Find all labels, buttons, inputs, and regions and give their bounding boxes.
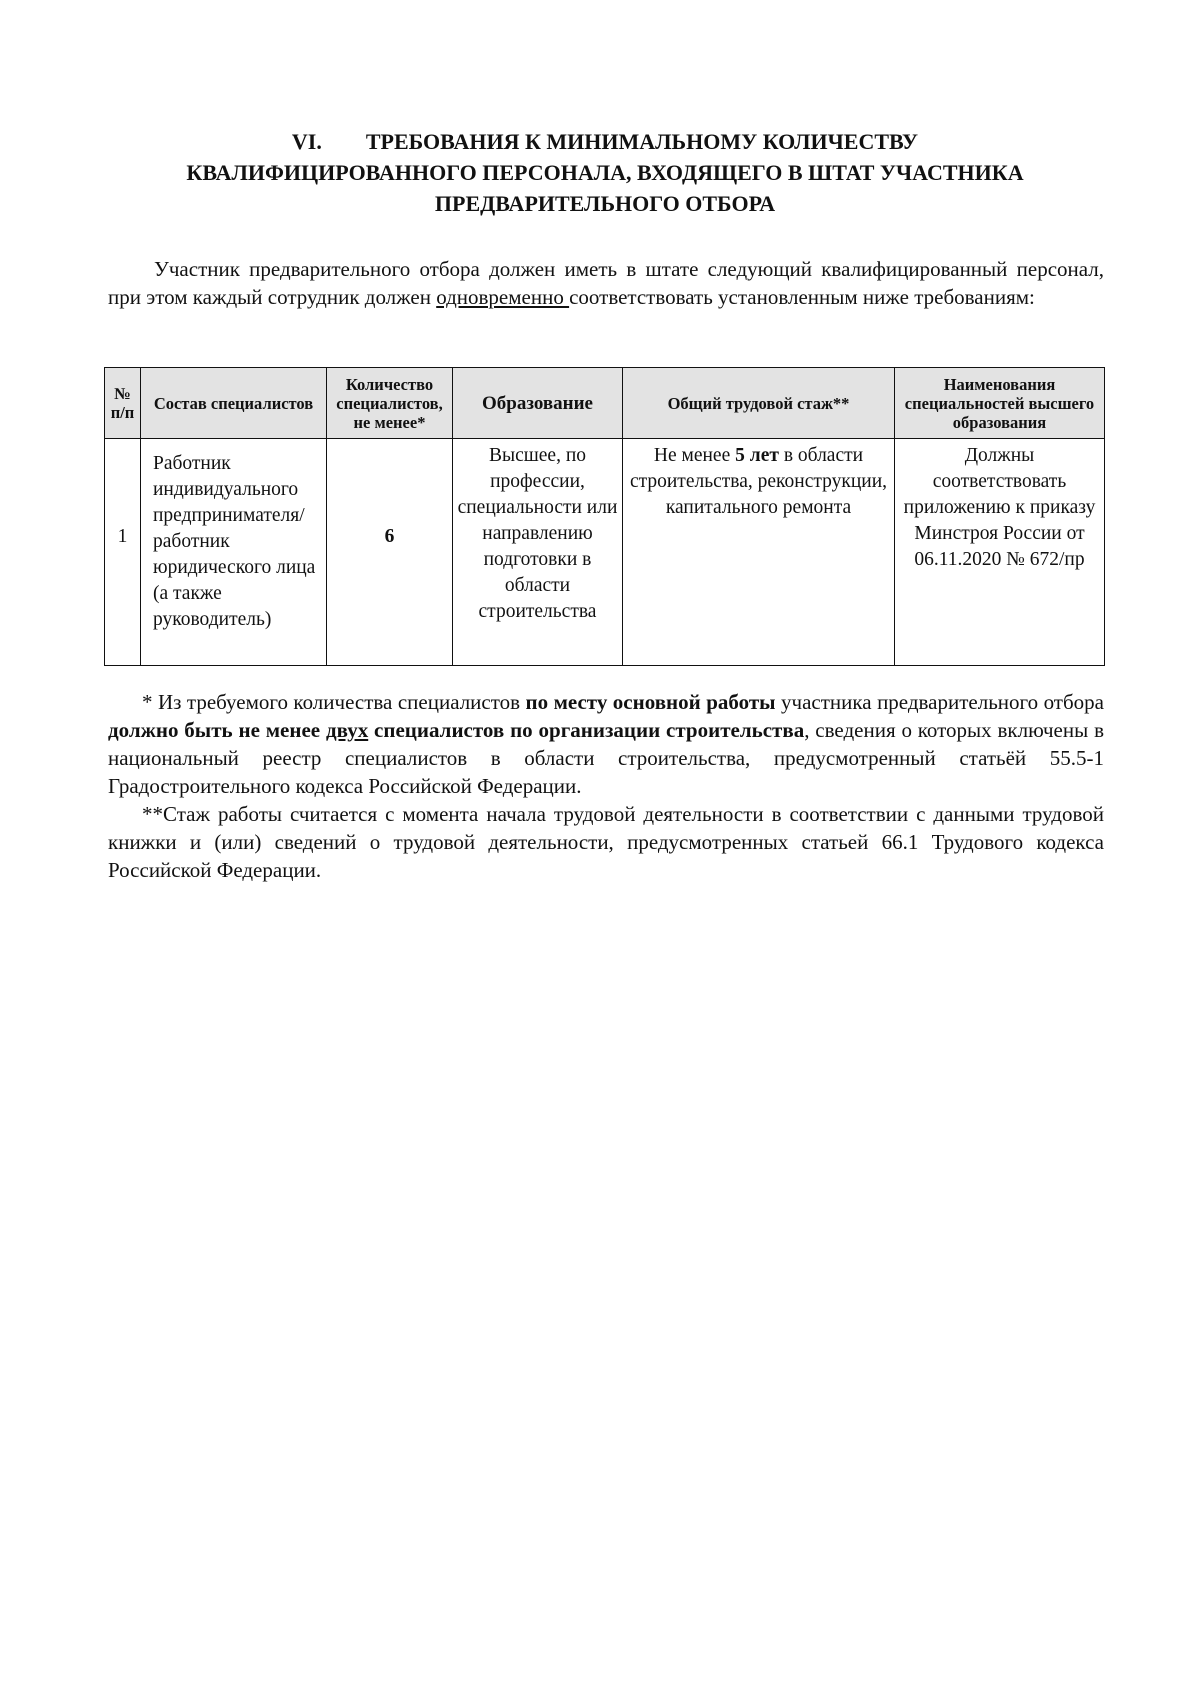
- experience-suffix: в области строительства, реконструкции, капитального ремонта: [629, 445, 888, 518]
- footnote-2: [108, 800, 1104, 884]
- footnote-1-bold-3: специалистов по организации строительства: [368, 718, 805, 742]
- title-line-1: [110, 126, 1100, 157]
- footnote-1-bold-2: должно быть не менее: [108, 718, 326, 742]
- cell-composition: Работник индивидуального предпринимателя/ работник юридического лица (а также руководитель): [141, 439, 327, 666]
- footnotes: [108, 688, 1104, 884]
- table-header-row: [105, 368, 1105, 439]
- footnote-1-text-2: участника предварительного отбора: [775, 690, 1104, 714]
- header-num: № п/п: [105, 368, 141, 439]
- section-number: VI.: [291, 129, 322, 154]
- cell-quantity-text: 6: [384, 526, 395, 547]
- cell-education: Высшее, по профессии, специальности или направлению подготовки в области строительства: [453, 439, 623, 666]
- footnote-1-bold-underlined: двух: [325, 718, 369, 742]
- cell-experience: [623, 439, 895, 666]
- intro-paragraph: [108, 255, 1104, 311]
- footnote-1-text-3: , сведения о которых включены в национальный реестр специалистов в области строительства, предусмотренный статьёй 55.5-1 Градостроительного кодекса Российской Федерации.: [108, 718, 1104, 798]
- title-line-3: ПРЕДВАРИТЕЛЬНОГО ОТБОРА: [434, 191, 776, 216]
- cell-specialties: Должны соответствовать приложению к приказу Минстроя России от 06.11.2020 № 672/пр: [895, 439, 1105, 666]
- title-line-2: КВАЛИФИЦИРОВАННОГО ПЕРСОНАЛА, ВХОДЯЩЕГО В ШТАТ УЧАСТНИКА: [186, 160, 1024, 185]
- header-quantity: Количество специалистов, не менее*: [327, 368, 453, 439]
- title-text-1: ТРЕБОВАНИЯ К МИНИМАЛЬНОМУ КОЛИЧЕСТВУ: [365, 129, 919, 154]
- header-specialties: Наименования специальностей высшего образования: [895, 368, 1105, 439]
- section-title: [110, 126, 1100, 219]
- experience-years: 5 лет: [735, 445, 779, 466]
- intro-underlined: одновременно: [436, 285, 570, 309]
- footnote-1-text-1: * Из требуемого количества специалистов: [142, 690, 526, 714]
- footnote-1: [108, 688, 1104, 800]
- cell-num: [105, 439, 141, 666]
- cell-num-text: 1: [117, 526, 128, 547]
- header-composition: Состав специалистов: [141, 368, 327, 439]
- cell-quantity: [327, 439, 453, 666]
- footnote-1-bold-1: по месту основной работы: [525, 690, 776, 714]
- header-education: Образование: [453, 368, 623, 439]
- requirements-table: [104, 367, 1105, 666]
- header-experience: Общий трудовой стаж**: [623, 368, 895, 439]
- intro-text-1: Участник предварительного отбора должен иметь в штате следующий квалифицированный персонал, при этом каждый сотрудник должен: [108, 257, 1104, 309]
- table-row: [105, 439, 1105, 666]
- experience-prefix: Не менее: [653, 445, 736, 466]
- intro-text-2: соответствовать установленным ниже требованиям:: [569, 285, 1035, 309]
- footnote-2-text: **Стаж работы считается с момента начала трудовой деятельности в соответствии с данными трудовой книжки и (или) сведений о трудовой деятельности, предусмотренных статьей 66.1 Трудового кодекса Российской Федерации.: [108, 802, 1104, 882]
